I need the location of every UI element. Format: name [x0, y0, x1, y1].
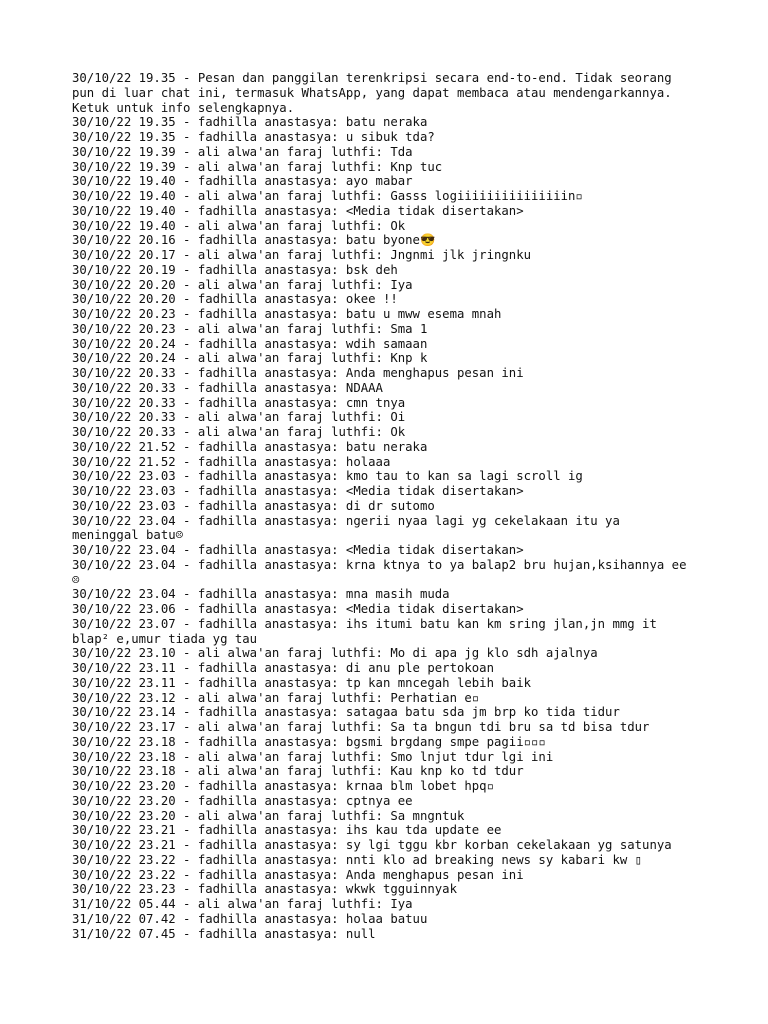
chat-message-line: 30/10/22 23.21 - fadhilla anastasya: sy lgi tggu kbr korban cekelakaan yg satunya	[72, 838, 672, 852]
chat-message-line: 30/10/22 19.40 - ali alwa'an faraj luthfi: Ok	[72, 218, 406, 233]
chat-message-line: 30/10/22 19.40 - ali alwa'an faraj luthfi: Gasss logiiiiiiiiiiiiiiin▫	[72, 189, 583, 203]
chat-message-line: 30/10/22 23.22 - fadhilla anastasya: Anda menghapus pesan ini	[72, 867, 524, 882]
chat-message-line: 30/10/22 23.04 - fadhilla anastasya: krna ktnya to ya balap2 bru hujan,ksihannya ee☹	[72, 557, 687, 587]
chat-message-line: 30/10/22 23.20 - ali alwa'an faraj luthfi: Sa mngntuk	[72, 808, 465, 823]
chat-message-line: 30/10/22 19.35 - fadhilla anastasya: u sibuk tda?	[72, 130, 435, 144]
chat-message-line: 30/10/22 23.23 - fadhilla anastasya: wkwk tgguinnyak	[72, 882, 457, 897]
chat-message-line: 30/10/22 20.33 - fadhilla anastasya: NDAAA	[72, 380, 383, 395]
chat-message-line: 31/10/22 05.44 - ali alwa'an faraj luthfi: Iya	[72, 897, 413, 911]
chat-message-line: 30/10/22 23.21 - fadhilla anastasya: ihs kau tda update ee	[72, 823, 502, 838]
chat-message-line: 30/10/22 23.14 - fadhilla anastasya: satagaa batu sda jm brp ko tida tidur	[72, 705, 620, 720]
chat-message-line: 30/10/22 20.16 - fadhilla anastasya: batu byone😎	[72, 233, 436, 248]
chat-message-line: 30/10/22 23.18 - ali alwa'an faraj luthfi: Smo lnjut tdur lgi ini	[72, 749, 554, 764]
chat-message-line: 30/10/22 19.39 - ali alwa'an faraj luthfi: Tda	[72, 144, 413, 159]
chat-message-line: 30/10/22 21.52 - fadhilla anastasya: holaaa	[72, 454, 391, 469]
chat-message-line: 30/10/22 23.04 - fadhilla anastasya: mna masih muda	[72, 587, 450, 602]
chat-message-line: 30/10/22 23.10 - ali alwa'an faraj luthfi: Mo di apa jg klo sdh ajalnya	[72, 646, 598, 661]
chat-message-line: 30/10/22 20.24 - ali alwa'an faraj luthfi: Knp k	[72, 351, 428, 366]
chat-message-line: 30/10/22 23.03 - fadhilla anastasya: kmo tau to kan sa lagi scroll ig	[72, 469, 583, 484]
chat-message-line: 30/10/22 21.52 - fadhilla anastasya: batu neraka	[72, 439, 428, 454]
chat-message-line: 30/10/22 19.40 - fadhilla anastasya: <Media tidak disertakan>	[72, 203, 524, 218]
chat-message-line: 30/10/22 23.22 - fadhilla anastasya: nnti klo ad breaking news sy kabari kw ▯	[72, 852, 643, 867]
chat-message-line: 30/10/22 23.04 - fadhilla anastasya: <Media tidak disertakan>	[72, 543, 524, 557]
chat-message-line: 30/10/22 20.23 - fadhilla anastasya: batu u mww esema mnah	[72, 307, 502, 321]
chat-message-line: 30/10/22 23.20 - fadhilla anastasya: krnaa blm lobet hpq▫	[72, 779, 494, 793]
chat-message-line: 30/10/22 23.11 - fadhilla anastasya: tp kan mncegah lebih baik	[72, 675, 532, 690]
chat-message-line: 30/10/22 23.03 - fadhilla anastasya: di dr sutomo	[72, 498, 435, 513]
encryption-notice: 30/10/22 19.35 - Pesan dan panggilan terenkripsi secara end-to-end. Tidak seorang pun di luar chat ini, termasuk WhatsApp, yang dapat membaca atau mendengarkannya. Ketuk untuk info selengkapnya.	[72, 71, 680, 115]
chat-message-line: 30/10/22 23.07 - fadhilla anastasya: ihs itumi batu kan km sring jlan,jn mmg it blap² e,umur tiada yg tau	[72, 616, 665, 646]
chat-message-line: 30/10/22 20.17 - ali alwa'an faraj luthfi: Jngnmi jlk jringnku	[72, 248, 532, 262]
chat-message-line: 30/10/22 23.18 - fadhilla anastasya: bgsmi brgdang smpe pagii▫▫▫	[72, 734, 546, 749]
chat-message-line: 30/10/22 20.33 - fadhilla anastasya: Anda menghapus pesan ini	[72, 366, 524, 380]
chat-message-line: 31/10/22 07.45 - fadhilla anastasya: null	[72, 926, 376, 941]
chat-message-line: 30/10/22 20.19 - fadhilla anastasya: bsk deh	[72, 262, 398, 277]
chat-message-line: 30/10/22 23.06 - fadhilla anastasya: <Media tidak disertakan>	[72, 602, 524, 616]
chat-message-line: 30/10/22 20.33 - ali alwa'an faraj luthfi: Oi	[72, 410, 406, 425]
chat-message-line: 31/10/22 07.42 - fadhilla anastasya: holaa batuu	[72, 911, 428, 926]
chat-log	[72, 71, 692, 941]
chat-message-line: 30/10/22 23.12 - ali alwa'an faraj luthfi: Perhatian e▫	[72, 690, 480, 705]
chat-message-line: 30/10/22 23.18 - ali alwa'an faraj luthfi: Kau knp ko td tdur	[72, 764, 524, 779]
chat-message-line: 30/10/22 23.11 - fadhilla anastasya: di anu ple pertokoan	[72, 661, 494, 675]
chat-message-line: 30/10/22 19.35 - fadhilla anastasya: batu neraka	[72, 115, 428, 130]
chat-message-line: 30/10/22 23.20 - fadhilla anastasya: cptnya ee	[72, 793, 413, 808]
chat-message-line: 30/10/22 20.20 - fadhilla anastasya: okee !!	[72, 292, 398, 307]
chat-message-line: 30/10/22 20.24 - fadhilla anastasya: wdih samaan	[72, 336, 428, 351]
chat-message-line: 30/10/22 19.39 - ali alwa'an faraj luthfi: Knp tuc	[72, 159, 443, 174]
chat-message-line: 30/10/22 23.04 - fadhilla anastasya: ngerii nyaa lagi yg cekelakaan itu ya meninggal batu☹	[72, 513, 628, 543]
chat-message-line: 30/10/22 20.33 - fadhilla anastasya: cmn tnya	[72, 395, 406, 410]
chat-message-line: 30/10/22 23.17 - ali alwa'an faraj luthfi: Sa ta bngun tdi bru sa td bisa tdur	[72, 720, 650, 734]
chat-message-line: 30/10/22 23.03 - fadhilla anastasya: <Media tidak disertakan>	[72, 484, 524, 498]
chat-message-line: 30/10/22 20.33 - ali alwa'an faraj luthfi: Ok	[72, 425, 406, 439]
chat-message-line: 30/10/22 19.40 - fadhilla anastasya: ayo mabar	[72, 174, 413, 189]
chat-message-line: 30/10/22 20.23 - ali alwa'an faraj luthfi: Sma 1	[72, 321, 428, 336]
chat-message-line: 30/10/22 20.20 - ali alwa'an faraj luthfi: Iya	[72, 277, 413, 292]
